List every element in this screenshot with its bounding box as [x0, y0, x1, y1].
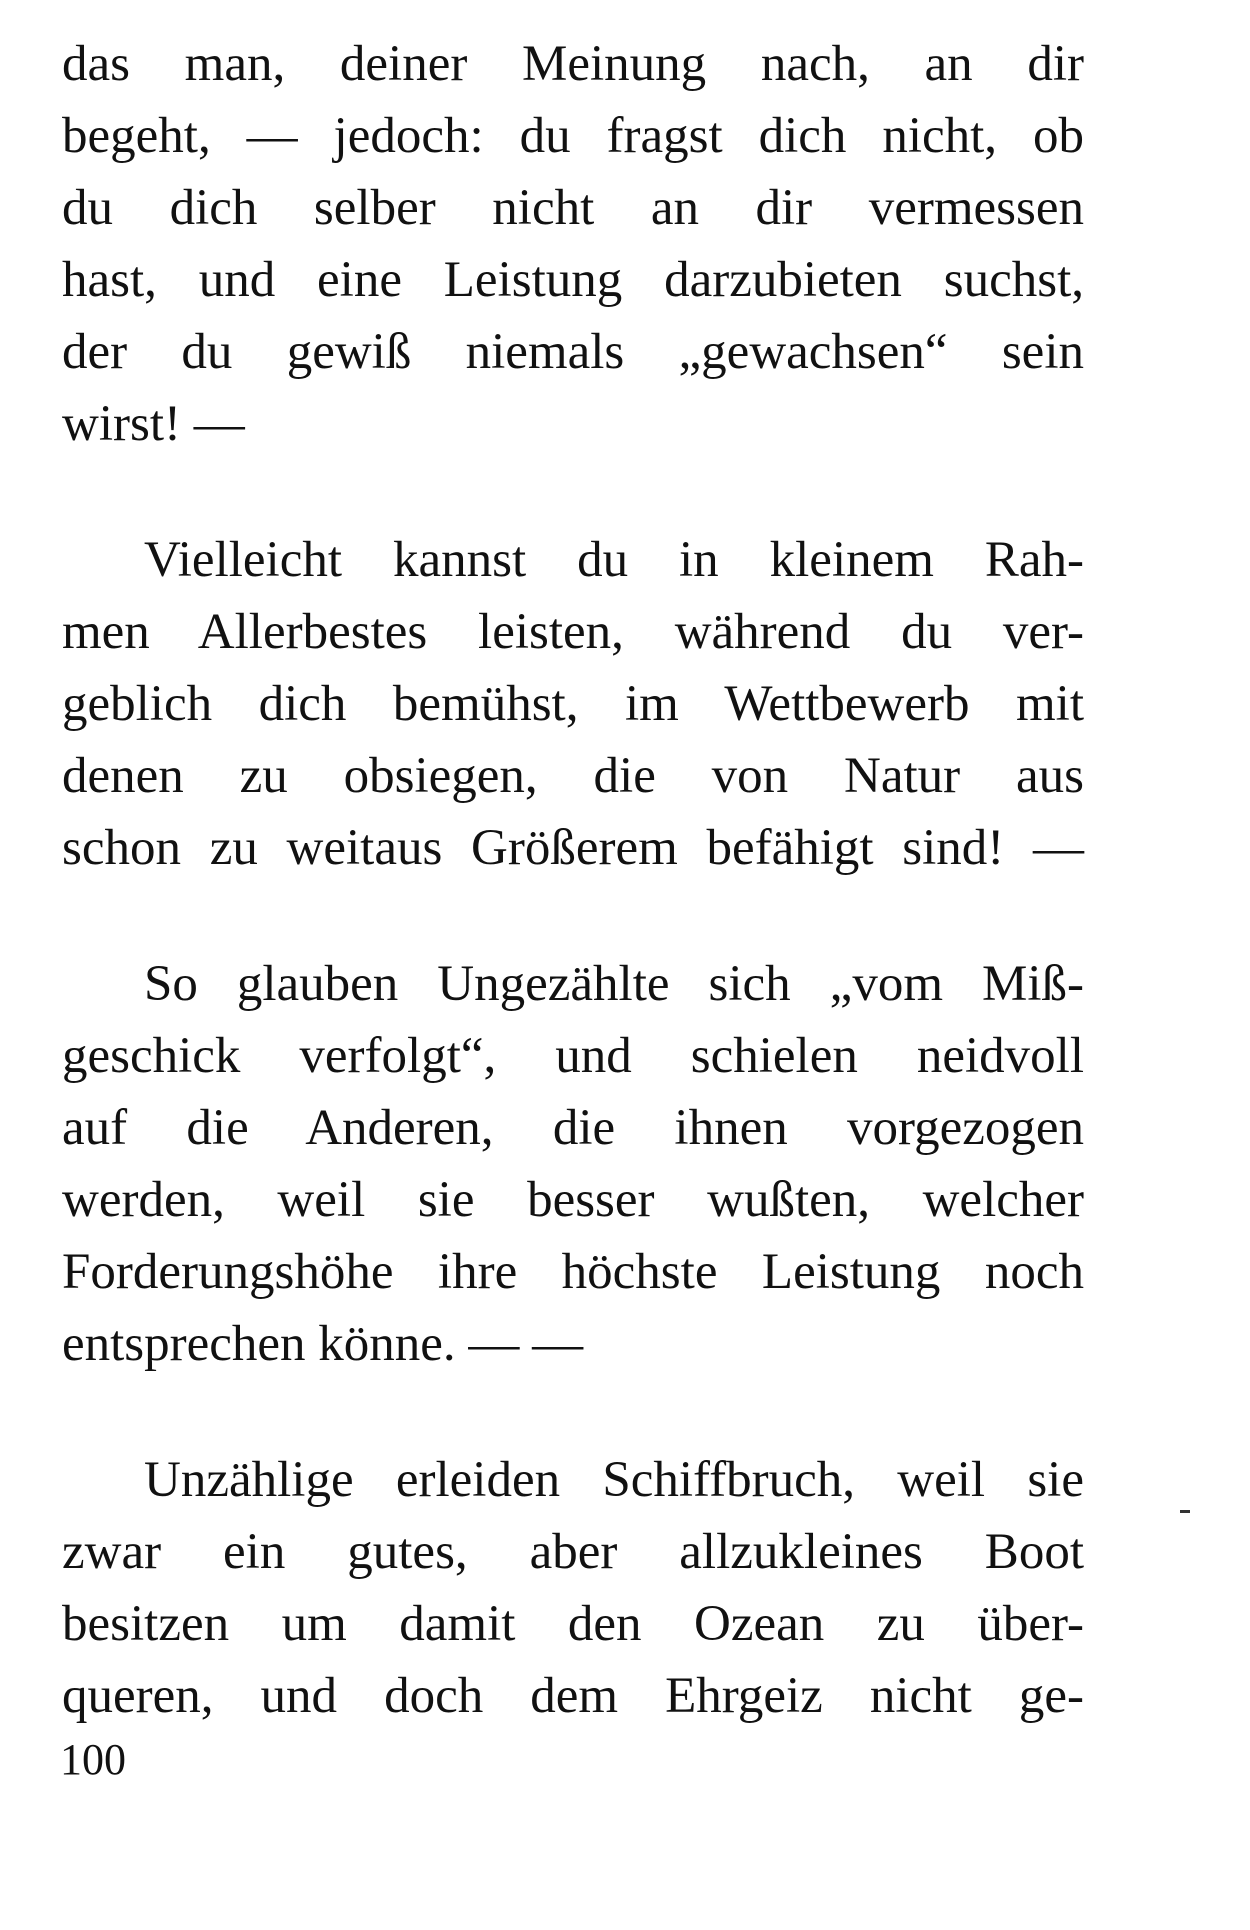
- text-line: werden, weil sie besser wußten, welcher: [62, 1172, 1084, 1228]
- text-line: wirst! —: [62, 396, 245, 452]
- text-line: entsprechen könne. — —: [62, 1316, 584, 1372]
- text-line: So glauben Ungezählte sich „vom Miß-: [144, 956, 1084, 1012]
- paragraph-1: [62, 28, 1084, 460]
- text-line: men Allerbestes leisten, während du ver-: [62, 604, 1084, 660]
- paragraph-3: [62, 948, 1084, 1380]
- text-line: denen zu obsiegen, die von Natur aus: [62, 748, 1084, 804]
- text-line: zwar ein gutes, aber allzukleines Boot: [62, 1524, 1084, 1580]
- text-line: hast, und eine Leistung darzubieten suchst,: [62, 252, 1084, 308]
- text-line: besitzen um damit den Ozean zu über-: [62, 1596, 1084, 1652]
- text-line: schon zu weitaus Größerem befähigt sind! —: [62, 820, 1084, 876]
- text-line: Unzählige erleiden Schiffbruch, weil sie: [144, 1452, 1084, 1508]
- paragraph-4: [62, 1444, 1084, 1732]
- margin-mark: [1180, 1510, 1190, 1513]
- text-line: queren, und doch dem Ehrgeiz nicht ge-: [62, 1668, 1084, 1724]
- text-line: der du gewiß niemals „gewachsen“ sein: [62, 324, 1084, 380]
- text-line: auf die Anderen, die ihnen vorgezogen: [62, 1100, 1084, 1156]
- text-line: du dich selber nicht an dir vermessen: [62, 180, 1084, 236]
- body-text: [62, 28, 1084, 1796]
- text-line: geschick verfolgt“, und schielen neidvoll: [62, 1028, 1084, 1084]
- paragraph-2: [62, 524, 1084, 884]
- text-line: das man, deiner Meinung nach, an dir: [62, 36, 1084, 92]
- text-line: geblich dich bemühst, im Wettbewerb mit: [62, 676, 1084, 732]
- text-line: begeht, — jedoch: du fragst dich nicht, ob: [62, 108, 1084, 164]
- text-line: Forderungshöhe ihre höchste Leistung noch: [62, 1244, 1084, 1300]
- text-line: Vielleicht kannst du in kleinem Rah-: [144, 532, 1084, 588]
- page-number: 100: [60, 1735, 126, 1784]
